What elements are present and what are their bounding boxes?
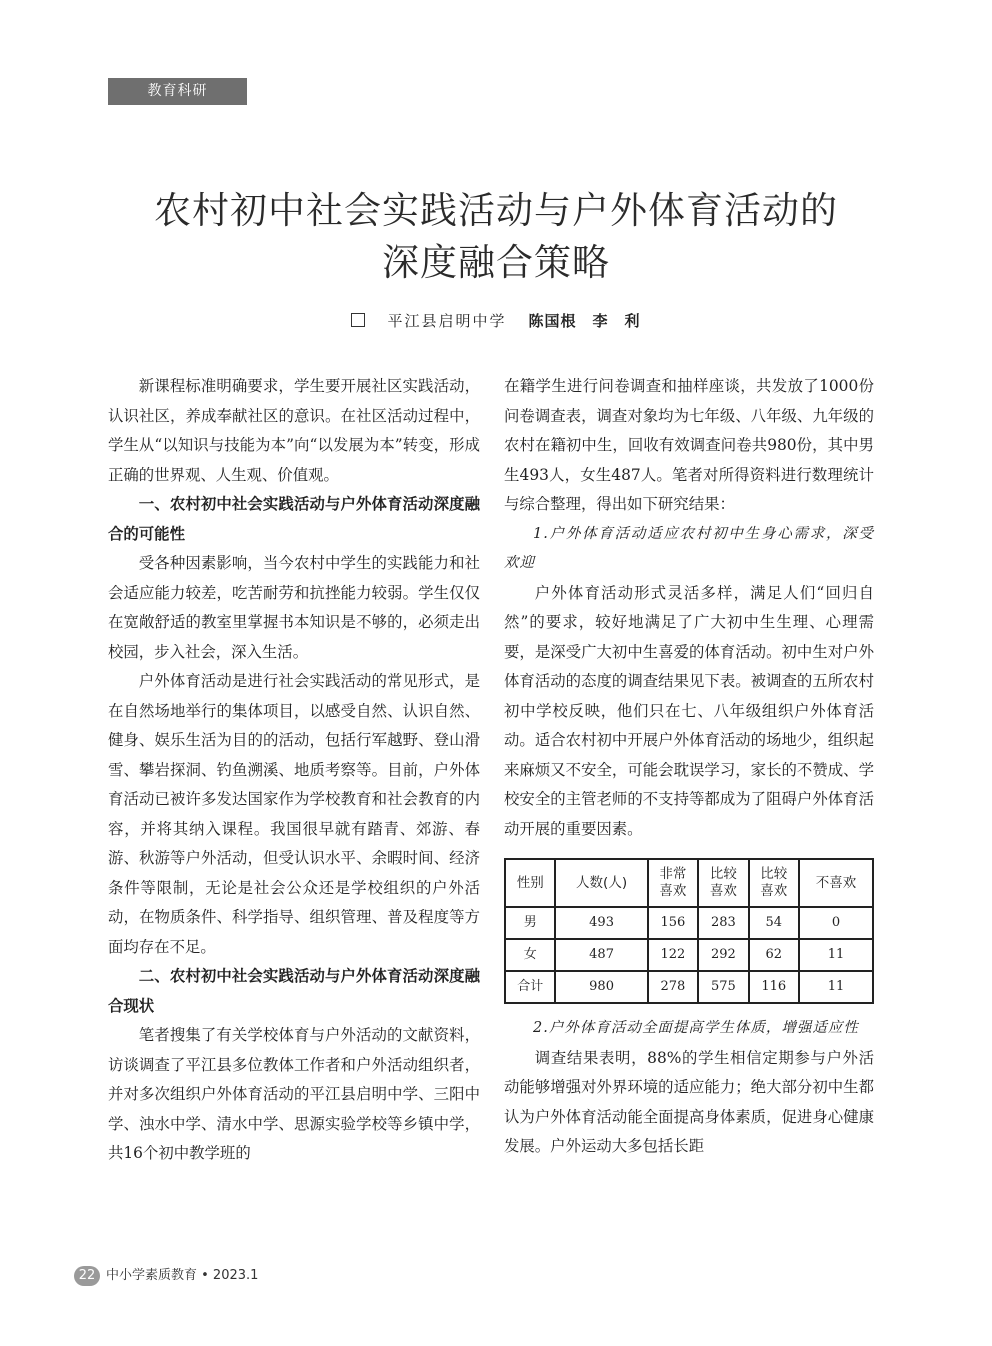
- table-cell: 合计: [505, 971, 555, 1003]
- table-header-cell: 人数(人): [555, 859, 647, 907]
- table-cell: 0: [799, 907, 873, 939]
- table-cell: 54: [749, 907, 799, 939]
- table-row: [505, 971, 873, 1003]
- subsection-heading: 2.户外体育活动全面提高学生体质，增强适应性: [533, 1020, 859, 1036]
- byline: [0, 310, 992, 331]
- table-cell: 278: [648, 971, 698, 1003]
- paragraph: 受各种因素影响，当今农村中学生的实践能力和社会适应能力较差，吃苦耐劳和抗挫能力较弱。学生仅仅在宽敞舒适的教室里掌握书本知识是不够的，必须走出校园，步入社会，深入生活。: [108, 554, 480, 661]
- table-row: [505, 939, 873, 971]
- journal-name: 中小学素质教育 • 2023.1: [106, 1268, 259, 1283]
- article-title-line-2: 深度融合策略: [382, 241, 610, 284]
- table-cell: 女: [505, 939, 555, 971]
- table-header-cell: 非常 喜欢: [648, 859, 698, 907]
- paragraph: 户外体育活动形式灵活多样，满足人们“回归自然”的要求，较好地满足了广大初中生生理、心理需要，是深受广大初中生喜爱的体育活动。初中生对户外体育活动的态度的调查结果见下表。被调查的五所农村初中学校反映，他们只在七、八年级组织户外体育活动。适合农村初中开展户外体育活动的场地少，组织起来麻烦又不安全，可能会耽误学习，家长的不赞成、学校安全的主管老师的不支持等都成为了阻碍户外体育活动开展的重要因素。: [504, 583, 874, 838]
- page-number: 22: [74, 1266, 100, 1286]
- section-heading: 二、农村初中社会实践活动与户外体育活动深度融合现状: [108, 967, 480, 1015]
- table-cell: 283: [698, 907, 748, 939]
- table-cell: 493: [555, 907, 647, 939]
- table-header-cell: 不喜欢: [799, 859, 873, 907]
- page-footer: [74, 1264, 258, 1286]
- paragraph: 在籍学生进行问卷调查和抽样座谈，共发放了1000份问卷调查表，调查对象均为七年级、八年级、九年级的农村在籍初中生，回收有效调查问卷共980份，其中男生493人，女生487人。笔者对所得资料进行数理统计与综合整理，得出如下研究结果：: [504, 377, 874, 513]
- table-cell: 11: [799, 971, 873, 1003]
- table-header-cell: 比较 喜欢: [698, 859, 748, 907]
- paragraph: 调查结果表明，88%的学生相信定期参与户外活动能够增强对外界环境的适应能力；绝大部分初中生都认为户外体育活动能全面提高身体素质，促进身心健康发展。户外运动大多包括长距: [504, 1048, 874, 1155]
- article-title-line-1: 农村初中社会实践活动与户外体育活动的: [154, 189, 838, 232]
- table-header-row: [505, 859, 873, 907]
- author-names: 陈国根 李 利: [528, 312, 641, 330]
- square-bullet-icon: [351, 313, 365, 327]
- table-cell: 575: [698, 971, 748, 1003]
- paragraph: 新课程标准明确要求，学生要开展社区实践活动，认识社区，养成奉献社区的意识。在社区活动过程中，学生从“以知识与技能为本”向“以发展为本”转变，形成正确的世界观、人生观、价值观。: [108, 377, 480, 484]
- table-cell: 487: [555, 939, 647, 971]
- subsection-heading: 1.户外体育活动适应农村初中生身心需求，深受欢迎: [504, 525, 874, 571]
- survey-table: [504, 858, 874, 1004]
- table-cell: 980: [555, 971, 647, 1003]
- table-cell: 男: [505, 907, 555, 939]
- author-school: 平江县启明中学: [387, 312, 507, 330]
- section-tag: 教育科研: [108, 78, 247, 105]
- paragraph: 笔者搜集了有关学校体育与户外活动的文献资料，访谈调查了平江县多位教体工作者和户外活动组织者，并对多次组织户外体育活动的平江县启明中学、三阳中学、浊水中学、清水中学、思源实验学校等乡镇中学，共16个初中教学班的: [108, 1026, 480, 1162]
- table-cell: 122: [648, 939, 698, 971]
- paragraph: 户外体育活动是进行社会实践活动的常见形式，是在自然场地举行的集体项目，以感受自然、认识自然、健身、娱乐生活为目的的活动，包括行军越野、登山滑雪、攀岩探洞、钓鱼溯溪、地质考察等。目前，户外体育活动已被许多发达国家作为学校教育和社会教育的内容，并将其纳入课程。我国很早就有踏青、郊游、春游、秋游等户外活动，但受认识水平、余暇时间、经济条件等限制，无论是社会公众还是学校组织的户外活动，在物质条件、科学指导、组织管理、普及程度等方面均存在不足。: [108, 672, 480, 956]
- table-row: [505, 907, 873, 939]
- table-header-cell: 性别: [505, 859, 555, 907]
- table-cell: 62: [749, 939, 799, 971]
- table-header-cell: 比较 喜欢: [749, 859, 799, 907]
- table-cell: 292: [698, 939, 748, 971]
- section-heading: 一、农村初中社会实践活动与户外体育活动深度融合的可能性: [108, 495, 480, 543]
- right-column: [504, 372, 874, 1162]
- table-cell: 116: [749, 971, 799, 1003]
- table-cell: 11: [799, 939, 873, 971]
- left-column: [108, 372, 480, 1169]
- table-cell: 156: [648, 907, 698, 939]
